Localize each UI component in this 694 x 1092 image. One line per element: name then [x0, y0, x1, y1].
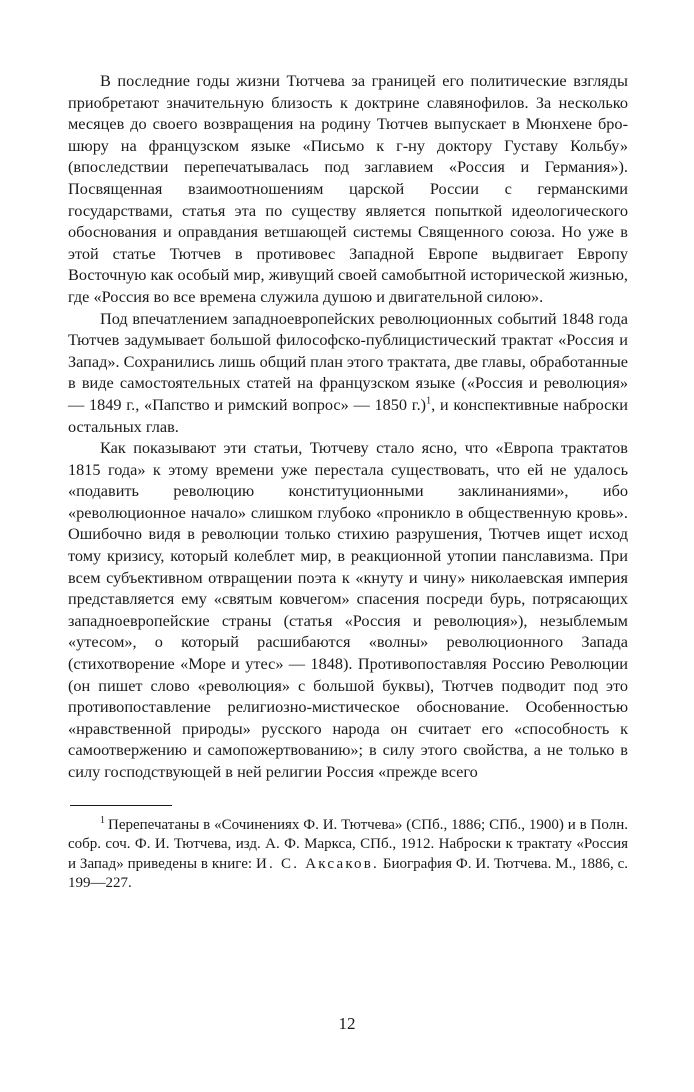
- page-number: 12: [338, 1014, 356, 1033]
- paragraph-2-tail: , и конспективные наброски остальных глав.: [68, 394, 628, 436]
- footnote: [68, 816, 628, 894]
- footnote-divider: [70, 805, 172, 806]
- paragraph-2: [68, 308, 628, 438]
- footnote-text-before: Перепечатаны в «Сочинениях Ф. И. Тютчева» (СПб., 1886; СПб., 1900) и в Полн. собр. соч. Ф. И. Тютчева, изд. А. Ф. Маркса, СПб., 1912. Наброски к трактату «Россия и Запад» приведены в книге:: [68, 816, 628, 872]
- paragraph-2-text: Под впечатлением западноевропейских революционных событий 1848 года Тютчев задумывает большой философско-публицистический трактат «Россия и Запад». Сохранились лишь общий план этого трактата, две главы, обработанные в виде самостоятельных статей на французском языке («Россия и революция» — 1849 г., «Папство и римский вопрос» — 1850 г.): [68, 308, 628, 414]
- paragraph-1: В последние годы жизни Тютчева за границей его политические взгляды приобретают значительную близость к доктрине славянофилов. За несколько месяцев до своего возвращения на родину Тютчев выпускает в Мюнхене брошюру на французском языке «Письмо к г-ну доктору Густаву Кольбу» (впоследствии перепечатывалась под заглавием «Россия и Германия»). Посвященная взаимоотношениям царской России с германскими государствами, статья эта по существу является попыткой идеологического обоснования и оправдания ветшающей системы Священного союза. Но уже в этой статье Тютчев в противовес Западной Европе выдвигает Европу Восточную как особый мир, живущий своей самобытной исторической жизнью, где «Россия во все времена служила душою и двигательной силою».: [68, 71, 628, 306]
- paragraph-3: Как показывают эти статьи, Тютчеву стало ясно, что «Европа трактатов 1815 года» к этому времени уже перестала существовать, что ей не удалось «подавить революцию конституционными заклинаниями», ибо «революционное начало» слишком глубоко «проникло в общественную кровь». Ошибочно видя в революции только стихию разрушения, Тютчев ищет исход тому кризису, который колеблет мир, в реакционной утопии панславизма. При всем субъективном отвращении поэта к «кнуту и чину» николаевская империя представляется ему «святым ковчегом» спасения посреди бурь, потрясающих западноевропейские страны (статья «Россия и революция»), незыблемым «утесом», о который расшибаются «волны» революционного Запада (стихотворение «Море и утес» — 1848). Противопоставляя Россию Революции (он пишет слово «революция» с большой буквы), Тютчев подводит под это противопоставление религиозно-мистическое обоснование. Особенностью «нравственной природы» русского народа он считает его «способность к самоотвержению и самопожертвованию»; в силу этого свойства, а не только в силу господствующей в ней религии Россия «прежде всего: [68, 438, 628, 781]
- footnote-text-after: Биография Ф. И. Тютчева. М., 1886, с. 199—227.: [68, 855, 629, 892]
- footnote-mark: 1: [100, 814, 105, 826]
- footnote-reference[interactable]: 1: [426, 395, 432, 407]
- page-content: [68, 70, 628, 894]
- footnote-author: И. С. Аксаков.: [255, 855, 379, 872]
